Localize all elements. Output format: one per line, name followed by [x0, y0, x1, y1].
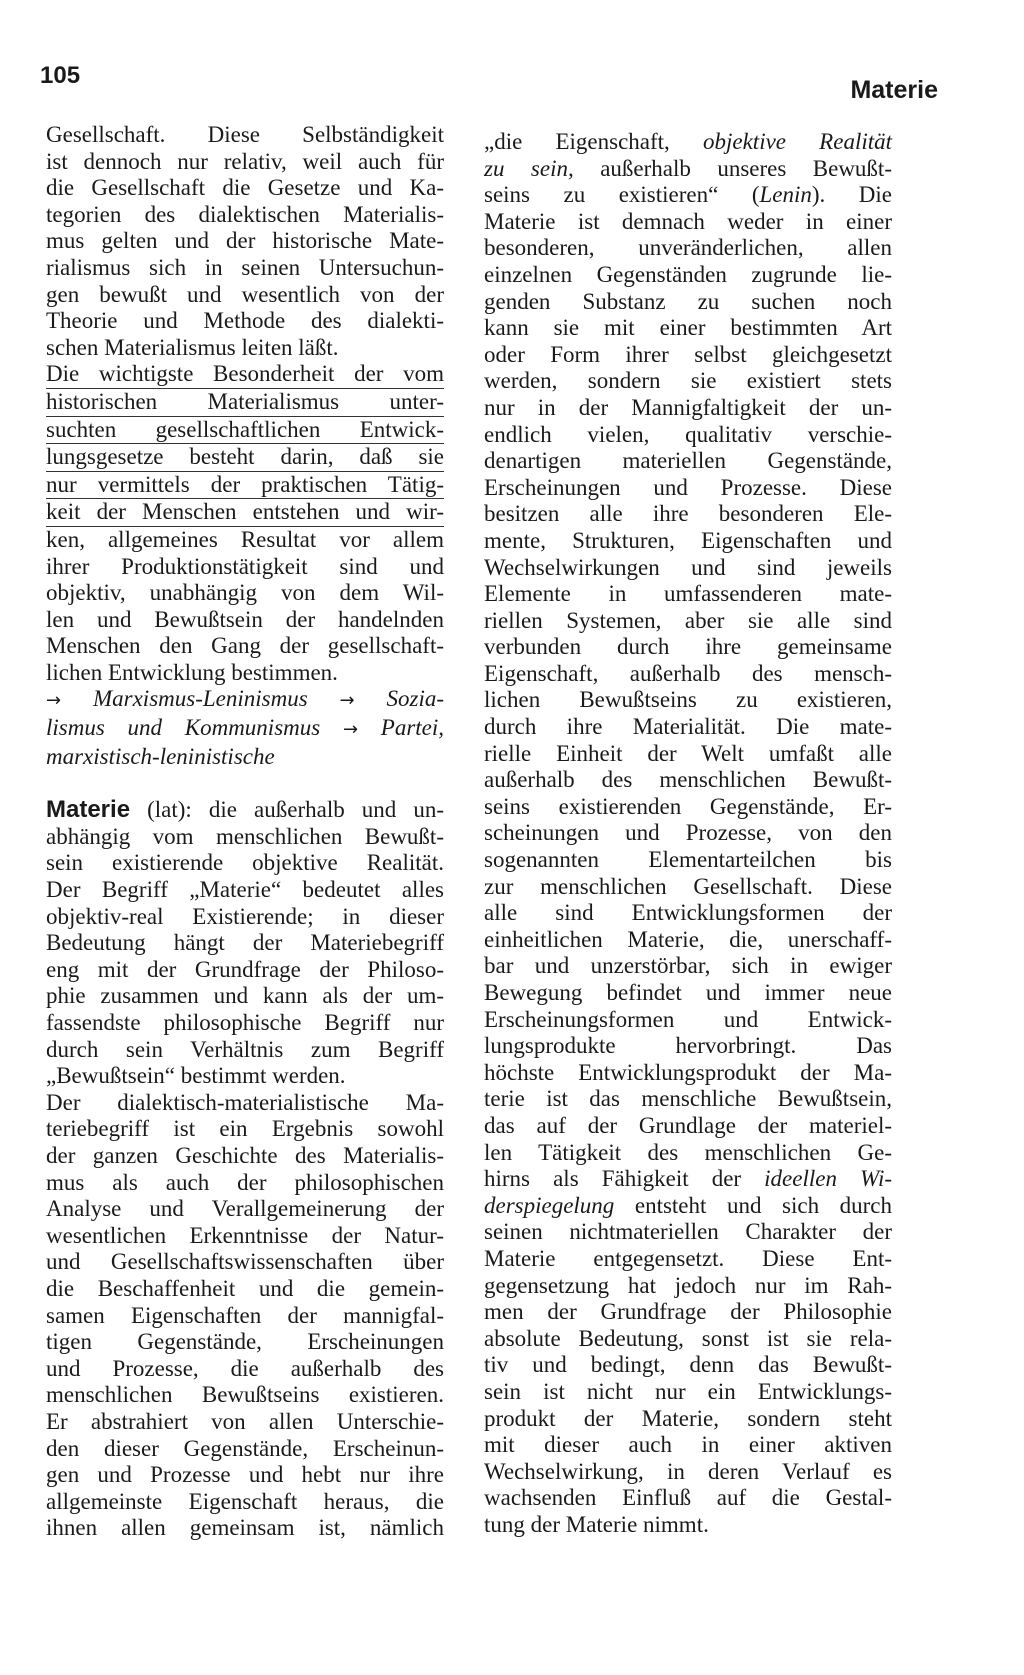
text-line: denartigen materiellen Gegenstände, [484, 448, 892, 474]
text-line: tiv und bedingt, denn das Bewußt- [484, 1352, 892, 1378]
text-line: ist dennoch nur relativ, weil auch für [46, 148, 444, 174]
underlined-line: nur vermittels der praktischen Tätig- [46, 472, 444, 500]
text-line: mus als auch der philosophischen [46, 1169, 444, 1195]
text-line: produkt der Materie, sondern steht [484, 1405, 892, 1431]
text-line: Gesellschaft. Diese Selbständigkeit [46, 122, 444, 147]
xref-line [46, 686, 444, 715]
text-line: Erscheinungen und Prozesse. Diese [484, 474, 892, 500]
text-line: durch ihre Materialität. Die mate- [484, 714, 892, 740]
text-fragment: außerhalb unseres Bewußt- [573, 155, 892, 181]
text-line [484, 129, 892, 156]
text-line: seinen nichtmateriellen Charakter der [484, 1219, 892, 1245]
text-line: Bedeutung hängt der Materiebegriff [46, 930, 444, 956]
text-line: Materie ist demnach weder in einer [484, 208, 892, 234]
text-line: sein existierende objektive Realität. [46, 850, 444, 876]
xref-line [46, 744, 444, 771]
text-line: außerhalb des menschlichen Bewußt- [484, 767, 892, 793]
text-line: tung der Materie nimmt. [484, 1511, 709, 1537]
text-line: mus gelten und der historische Mate- [46, 228, 444, 254]
page-number: 105 [40, 62, 81, 89]
xref-link[interactable]: Sozia- [386, 686, 445, 712]
entry-paragraph-2 [46, 1090, 444, 1542]
text-line: phie zusammen und kann als der um- [46, 983, 444, 1009]
text-line: wesentlichen Erkenntnisse der Natur- [46, 1222, 444, 1248]
text-line: nur in der Mannigfaltigkeit der un- [484, 394, 892, 420]
text-line [484, 1193, 892, 1220]
xref-link[interactable]: Partei, [380, 715, 445, 741]
text-line: rielle Einheit der Welt umfaßt alle [484, 740, 892, 766]
text-line: absolute Bedeutung, sonst ist sie rela- [484, 1325, 892, 1351]
text-line: sein ist nicht nur ein Entwicklungs- [484, 1378, 892, 1404]
text-line: die Beschaffenheit und die gemein- [46, 1275, 444, 1301]
text-line: teriebegriff ist ein Ergebnis sowohl [46, 1116, 444, 1142]
text-line: den dieser Gegenstände, Erscheinun- [46, 1435, 444, 1461]
text-line: seins existierenden Gegenstände, Er- [484, 793, 892, 819]
text-line: objektiv-real Existierende; in dieser [46, 903, 444, 929]
text-line: Bewegung befindet und immer neue [484, 980, 892, 1005]
text-line: lichen Entwicklung bestimmen. [46, 659, 338, 685]
text-line: Eigenschaft, außerhalb des mensch- [484, 660, 892, 686]
underlined-line: Die wichtigste Besonderheit der vom [46, 361, 444, 389]
text-line: das auf der Grundlage der materiel- [484, 1112, 892, 1138]
text-line: und Gesellschaftswissenschaften über [46, 1249, 444, 1275]
text-line: schen Materialismus leiten läßt. [46, 334, 339, 360]
entry-first-line [46, 797, 444, 824]
xref-link[interactable]: Marxismus-Leninismus [92, 686, 308, 712]
text-line: ken, allgemeines Resultat vor allem [46, 526, 444, 552]
running-head: Materie [850, 76, 938, 104]
underlined-line: lungsgesetze besteht darin, daß sie [46, 444, 444, 472]
entry-headword: Materie [46, 796, 131, 824]
text-fragment: hirns als Fähigkeit der [484, 1166, 765, 1192]
text-fragment: „die Eigenschaft, [484, 129, 703, 154]
text-line: terie ist das menschliche Bewußtsein, [484, 1086, 892, 1112]
text-line: gen bewußt und wesentlich von der [46, 281, 444, 307]
citation-author: Lenin [759, 182, 812, 208]
text-line: besonderen, unveränderlichen, allen [484, 235, 892, 261]
text-line: mit dieser auch in einer aktiven [484, 1432, 892, 1458]
text-line: einheitlichen Materie, die, unerschaff- [484, 926, 892, 952]
text-line: werden, sondern sie existiert stets [484, 368, 892, 394]
xref-link[interactable]: marxistisch-leninistische [46, 743, 275, 769]
text-line: Theorie und Methode des dialekti- [46, 308, 444, 334]
xref-link[interactable]: lismus und Kommunismus [46, 715, 321, 741]
text-line: men der Grundfrage der Philosophie [484, 1299, 892, 1325]
text-line: Der dialektisch-materialistische Ma- [46, 1089, 444, 1115]
text-line: allgemeinste Eigenschaft heraus, die [46, 1488, 444, 1514]
paragraph-continuation [46, 122, 444, 361]
right-column [484, 129, 892, 1538]
text-line: alle sind Entwicklungsformen der [484, 900, 892, 926]
text-line: genden Substanz zu suchen noch [484, 288, 892, 314]
emphasis: ideellen Wi- [764, 1166, 892, 1192]
text-line: tegorien des dialektischen Materialis- [46, 201, 444, 227]
text-line: menschlichen Bewußtseins existieren. [46, 1382, 444, 1408]
text-fragment: seins zu existieren“ ( [484, 182, 760, 208]
text-line: Materie entgegensetzt. Diese Ent- [484, 1245, 892, 1271]
text-line: verbunden durch ihre gemeinsame [484, 634, 892, 660]
cross-references [46, 686, 444, 770]
text-line: der ganzen Geschichte des Materialis- [46, 1142, 444, 1168]
text-line: höchste Entwicklungsprodukt der Ma- [484, 1059, 892, 1085]
emphasis: derspiegelung [484, 1192, 615, 1218]
text-line: ihrer Produktionstätigkeit sind und [46, 553, 444, 579]
entry-spacer [46, 770, 444, 797]
text-line: Der Begriff „Materie“ bedeutet alles [46, 877, 444, 903]
text-line: zur menschlichen Gesellschaft. Diese [484, 873, 892, 899]
text-line: kann sie mit einer bestimmten Art [484, 315, 892, 341]
underlined-line: historischen Materialismus unter- [46, 389, 444, 417]
text-line: gen und Prozesse und hebt nur ihre [46, 1462, 444, 1488]
text-line: gegensetzung hat jedoch nur im Rah- [484, 1272, 892, 1298]
paragraph-underlined [46, 361, 444, 686]
underlined-line: suchten gesellschaftlichen Entwick- [46, 417, 444, 445]
arrow-right-icon: → [46, 690, 62, 712]
text-line: die Gesellschaft die Gesetze und Ka- [46, 175, 444, 201]
emphasis: zu sein, [484, 155, 574, 181]
text-line: eng mit der Grundfrage der Philoso- [46, 956, 444, 982]
text-line: endlich vielen, qualitativ verschie- [484, 421, 892, 447]
text-line: samen Eigenschaften der mannigfal- [46, 1302, 444, 1328]
text-line: Er abstrahiert von allen Unterschie- [46, 1408, 444, 1434]
text-line: oder Form ihrer selbst gleichgesetzt [484, 341, 892, 367]
text-line: bar und unzerstörbar, sich in ewiger [484, 953, 892, 979]
text-line: ihnen allen gemeinsam ist, nämlich [46, 1515, 444, 1541]
text-line: Analyse und Verallgemeinerung der [46, 1196, 444, 1222]
text-line: len Tätigkeit des menschlichen Ge- [484, 1139, 892, 1165]
text-fragment: ). Die [811, 182, 892, 208]
arrow-right-icon: → [342, 719, 359, 741]
text-line [484, 182, 892, 209]
left-column [46, 122, 444, 1542]
text-line: fassendste philosophische Begriff nur [46, 1010, 444, 1035]
text-fragment: die außerhalb und un- [208, 797, 444, 823]
text-line: Menschen den Gang der gesellschaft- [46, 633, 444, 659]
text-line: scheinungen und Prozesse, von den [484, 820, 892, 846]
text-line: einzelnen Gegenständen zugrunde lie- [484, 261, 892, 287]
text-line [484, 1166, 892, 1193]
text-line: rialismus sich in seinen Untersuchun- [46, 254, 444, 280]
text-fragment: entsteht und sich durch [614, 1192, 892, 1218]
entry-origin: (lat): [147, 797, 192, 823]
text-line [484, 156, 892, 183]
text-line: Wechselwirkung, in deren Verlauf es [484, 1458, 892, 1484]
xref-line [46, 715, 444, 744]
text-line: abhängig vom menschlichen Bewußt- [46, 823, 444, 849]
text-line: durch sein Verhältnis zum Begriff [46, 1036, 444, 1062]
text-line: mente, Strukturen, Eigenschaften und [484, 527, 892, 553]
text-line: len und Bewußtsein der handelnden [46, 606, 444, 632]
text-line: und Prozesse, die außerhalb des [46, 1355, 444, 1381]
text-line: riellen Systemen, aber sie alle sind [484, 607, 892, 633]
underlined-line: keit der Menschen entstehen und wir- [46, 499, 444, 527]
text-line: wachsenden Einfluß auf die Gestal- [484, 1485, 892, 1511]
text-line: „Bewußtsein“ bestimmt werden. [46, 1063, 346, 1089]
entry-materie [46, 797, 444, 1090]
text-line: Erscheinungsformen und Entwick- [484, 1006, 892, 1032]
text-line: besitzen alle ihre besonderen Ele- [484, 501, 892, 527]
text-line: objektiv, unabhängig von dem Wil- [46, 580, 444, 606]
text-line: sogenannten Elementarteilchen bis [484, 847, 892, 873]
arrow-right-icon: → [339, 690, 355, 712]
entry-continuation [484, 129, 892, 1538]
text-line: tigen Gegenstände, Erscheinungen [46, 1329, 444, 1355]
emphasis: objektive Realität [703, 129, 893, 154]
text-line: Wechselwirkungen und sind jeweils [484, 554, 892, 580]
text-line: lichen Bewußtseins zu existieren, [484, 687, 892, 713]
text-line: Elemente in umfassenderen mate- [484, 581, 892, 607]
text-line: lungsprodukte hervorbringt. Das [484, 1033, 892, 1059]
